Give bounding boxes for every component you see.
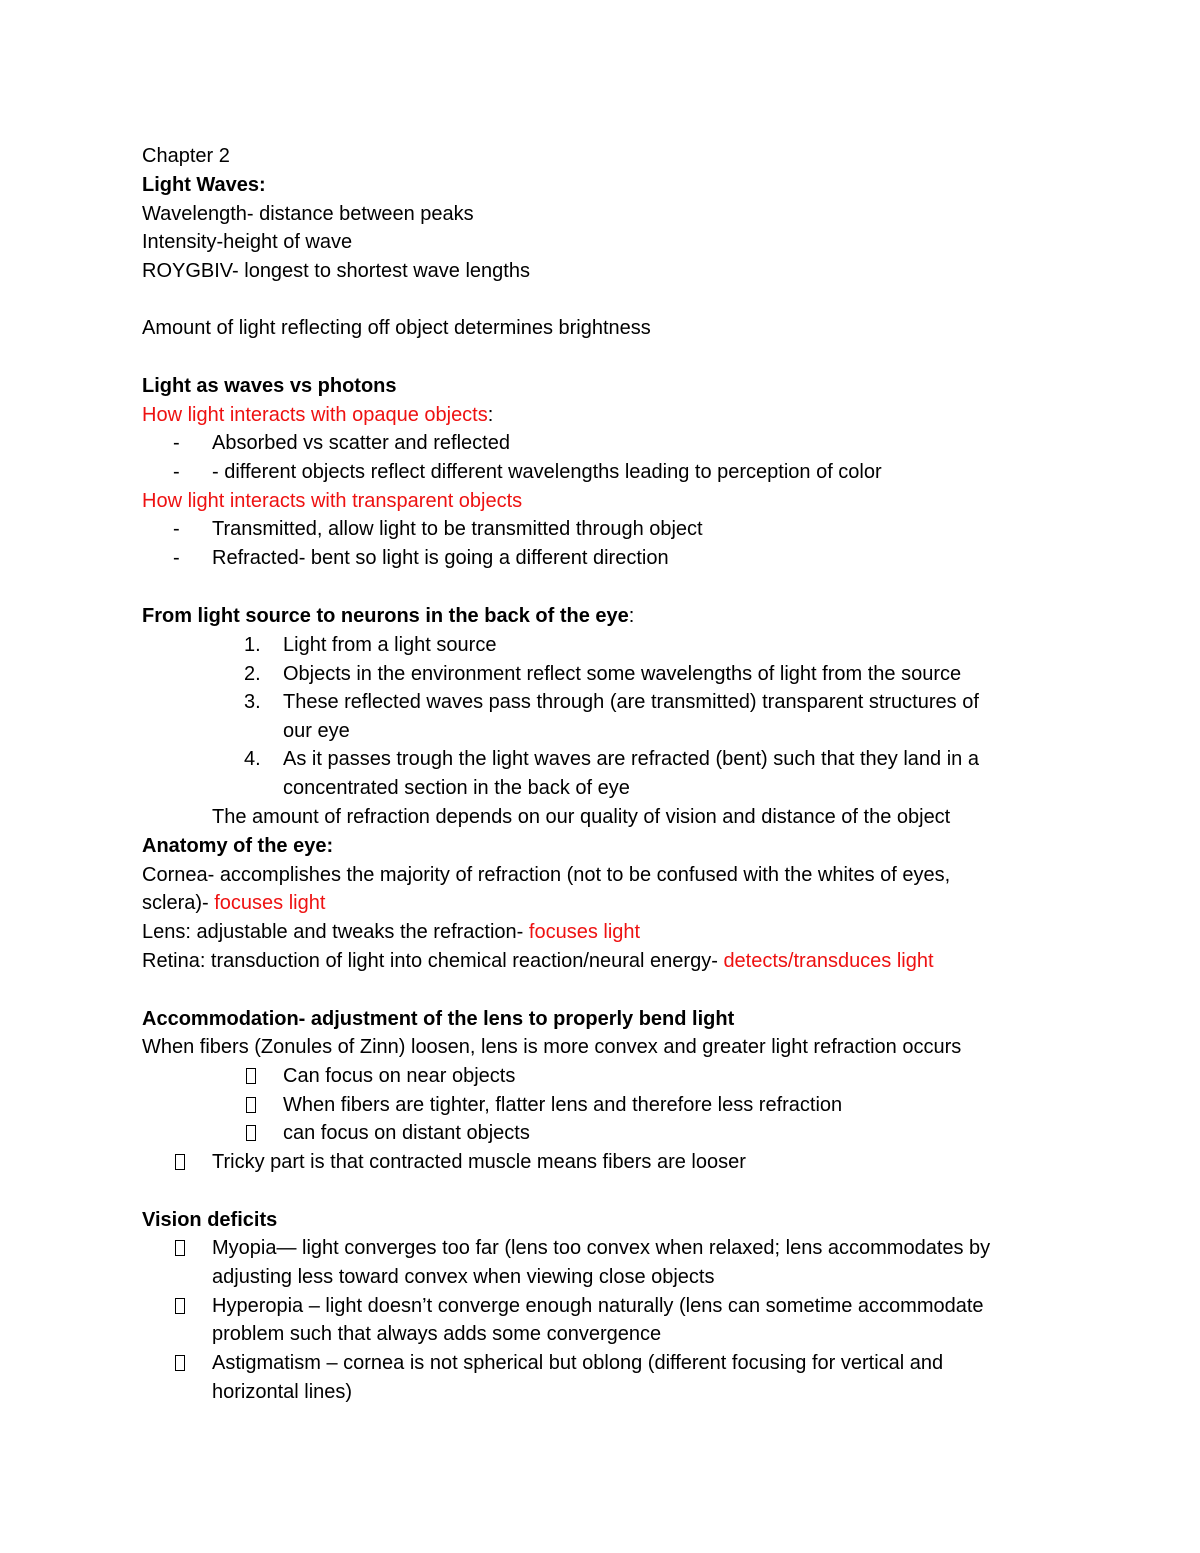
dash-bullet: - [173,461,180,483]
roygbiv-line: ROYGBIV- longest to shortest wave lengths [142,260,530,282]
step-text: As it passes trough the light waves are refracted (bent) such that they land in a [283,748,979,770]
cornea-text: sclera)- [142,892,215,914]
anatomy-heading: Anatomy of the eye: [142,835,334,857]
step-number: 2. [244,663,261,685]
lens-function: focuses light [528,921,641,943]
dash-bullet: - [173,432,180,454]
step-text: our eye [283,720,350,742]
accommodation-sub-item: can focus on distant objects [283,1122,530,1144]
dash-bullet: - [173,547,180,569]
deficit-item: Hyperopia – light doesn’t converge enough naturally (lens can sometime accommodate [212,1295,984,1317]
tricky-line: Tricky part is that contracted muscle means fibers are looser [212,1151,746,1173]
box-bullet-icon [175,1240,185,1256]
wavelength-line: Wavelength- distance between peaks [142,203,474,225]
step-text: concentrated section in the back of eye [283,777,630,799]
retina-text: Retina: transduction of light into chemical reaction/neural energy- [142,950,724,972]
retina-line [142,948,934,974]
transparent-item: Transmitted, allow light to be transmitted through object [212,518,703,540]
transparent-item: Refracted- bent so light is going a different direction [212,547,669,569]
deficit-item: Myopia— light converges too far (lens too convex when relaxed; lens accommodates by [212,1237,991,1259]
step-text: These reflected waves pass through (are transmitted) transparent structures of [283,691,979,713]
light-waves-heading: Light Waves: [142,174,266,196]
opaque-heading-colon: : [487,404,494,426]
opaque-item: - different objects reflect different wavelengths leading to perception of color [212,461,882,483]
retina-function: detects/transduces light [723,950,934,972]
step-number: 4. [244,748,261,770]
box-bullet-icon [246,1097,256,1113]
refraction-note: The amount of refraction depends on our quality of vision and distance of the object [212,806,951,828]
accommodation-heading: Accommodation- adjustment of the lens to properly bend light [142,1008,735,1030]
lens-line [142,919,640,945]
box-bullet-icon [175,1298,185,1314]
chapter-title: Chapter 2 [142,145,230,167]
step-text: Light from a light source [283,634,497,656]
box-bullet-icon [175,1154,185,1170]
box-bullet-icon [246,1068,256,1084]
brightness-line: Amount of light reflecting off object determines brightness [142,317,651,339]
source-heading-text: From light source to neurons in the back of the eye [142,605,629,627]
opaque-heading [142,402,493,428]
opaque-heading-text: How light interacts with opaque objects [142,404,488,426]
source-heading-colon: : [628,605,635,627]
lens-text: Lens: adjustable and tweaks the refraction- [142,921,529,943]
vision-deficits-heading: Vision deficits [142,1209,278,1231]
source-to-neurons-heading [142,603,634,629]
deficit-item-cont: problem such that always adds some convergence [212,1323,662,1345]
waves-vs-photons-heading: Light as waves vs photons [142,375,397,397]
cornea-line-2 [142,890,325,916]
transparent-heading: How light interacts with transparent objects [142,490,523,512]
deficit-item-cont: horizontal lines) [212,1381,353,1403]
step-text: Objects in the environment reflect some wavelengths of light from the source [283,663,962,685]
dash-bullet: - [173,518,180,540]
step-number: 3. [244,691,261,713]
box-bullet-icon [175,1355,185,1371]
cornea-function: focuses light [214,892,326,914]
deficit-item: Astigmatism – cornea is not spherical but oblong (different focusing for vertical and [212,1352,944,1374]
intensity-line: Intensity-height of wave [142,231,353,253]
opaque-item: Absorbed vs scatter and reflected [212,432,510,454]
step-number: 1. [244,634,261,656]
fibers-line: When fibers (Zonules of Zinn) loosen, lens is more convex and greater light refraction occurs [142,1036,962,1058]
deficit-item-cont: adjusting less toward convex when viewing close objects [212,1266,715,1288]
box-bullet-icon [246,1125,256,1141]
cornea-line: Cornea- accomplishes the majority of refraction (not to be confused with the whites of eyes, [142,864,951,886]
accommodation-sub-item: When fibers are tighter, flatter lens and therefore less refraction [283,1094,843,1116]
accommodation-sub-item: Can focus on near objects [283,1065,516,1087]
